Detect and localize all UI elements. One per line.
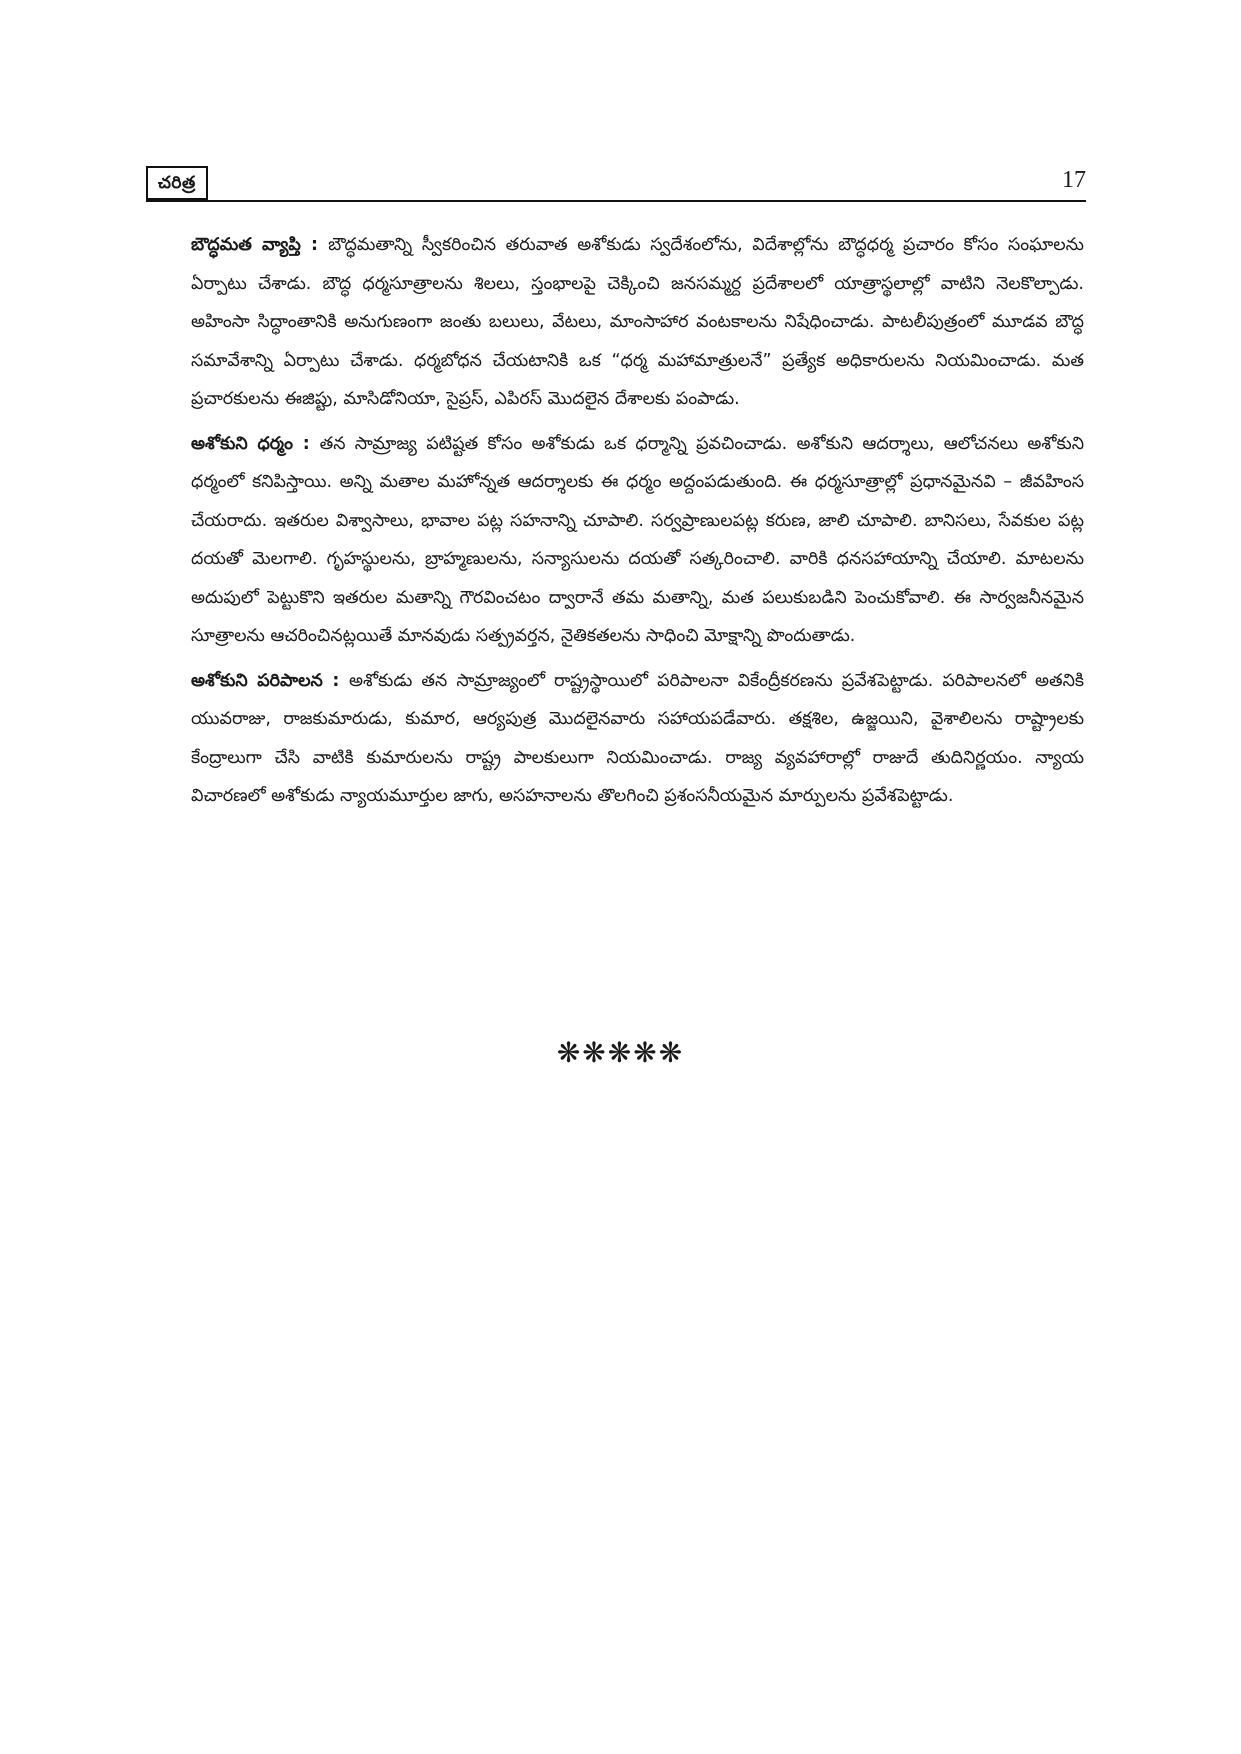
page-header: [146, 166, 1086, 202]
paragraph-text: బౌద్ధమతాన్ని స్వీకరించిన తరువాత అశోకుడు స్వదేశంలోను, విదేశాల్లోను బౌద్ధధర్మ ప్రచారం కోసం సంఘాలను ఏర్పాటు చేశాడు. బౌద్ధ ధర్మసూత్రాలను శిలలు, స్తంభాలపై చెక్కించి జనసమ్మర్ద ప్రదేశాలలో యాత్రాస్థలాల్లో వాటిని నెలకొల్పాడు. అహింసా సిద్ధాంతానికి అనుగుణంగా జంతు బలులు, వేటలు, మాంసాహార వంటకాలను నిషేధించాడు. పాటలీపుత్రంలో మూడవ బౌద్ధ సమావేశాన్ని ఏర్పాటు చేశాడు. ధర్మబోధన చేయటానికి ఒక “ధర్మ మహామాత్రులనే” ప్రత్యేక అధికారులను నియమించాడు. మత ప్రచారకులను ఈజిప్టు, మాసిడోనియా, సైప్రస్, ఎపిరస్ మొదలైన దేశాలకు పంపాడు.: [191, 235, 1084, 409]
paragraph-heading: అశోకుని ధర్మం :: [191, 433, 320, 454]
paragraph-heading: బౌద్ధమత వ్యాప్తి :: [191, 235, 329, 255]
section-divider: ❋❋❋❋❋: [556, 1036, 685, 1069]
paragraph-text: తన సామ్రాజ్య పటిష్టత కోసం అశోకుడు ఒక ధర్మాన్ని ప్రవచించాడు. అశోకుని ఆదర్శాలు, ఆలోచనలు అశోకుని ధర్మంలో కనిపిస్తాయి. అన్ని మతాల మహోన్నత ఆదర్శాలకు ఈ ధర్మం అద్దంపడుతుంది. ఈ ధర్మసూత్రాల్లో ప్రధానమైనవి – జీవహింస చేయరాదు. ఇతరుల విశ్వాసాలు, భావాల పట్ల సహనాన్ని చూపాలి. సర్వప్రాణులపట్ల కరుణ, జాలి చూపాలి. బానిసలు, సేవకుల పట్ల దయతో మెలగాలి. గృహస్థులను, బ్రాహ్మణులను, సన్యాసులను దయతో సత్కరించాలి. వారికి ధనసహాయాన్ని చేయాలి. మాటలను అదుపులో పెట్టుకొని ఇతరుల మతాన్ని గౌరవించటం ద్వారానే తమ మతాన్ని, మత పలుకుబడిని పెంచుకోవాలి. ఈ సార్వజనీనమైన సూత్రాలను ఆచరించినట్లయితే మానవుడు సత్ప్రవర్తన, నైతికతలను సాధించి మోక్షాన్ని పొందుతాడు.: [191, 433, 1084, 646]
paragraph-ashoka-dharma: [191, 425, 1084, 656]
paragraph-heading: అశోకుని పరిపాలన :: [191, 670, 349, 691]
paragraph-text: అశోకుడు తన సామ్రాజ్యంలో రాష్ట్రస్థాయిలో పరిపాలనా వికేంద్రీకరణను ప్రవేశపెట్టాడు. పరిపాలనలో అతనికి యువరాజు, రాజకుమారుడు, కుమార, ఆర్యపుత్ర మొదలైనవారు సహాయపడేవారు. తక్షశిల, ఉజ్జయిని, వైశాలిలను రాష్ట్రాలకు కేంద్రాలుగా చేసి వాటికి కుమారులను రాష్ట్ర పాలకులుగా నియమించాడు. రాజ్య వ్యవహారాల్లో రాజుదే తుదినిర్ణయం. న్యాయ విచారణలో అశోకుడు న్యాయమూర్తుల జాగు, అసహనాలను తొలగించి ప్రశంసనీయమైన మార్పులను ప్రవేశపెట్టాడు.: [191, 670, 1084, 806]
header-rule: [146, 200, 1086, 202]
page-body: [191, 226, 1084, 822]
paragraph-buddhism-spread: [191, 226, 1084, 419]
page-number: 17: [1062, 167, 1086, 193]
section-tag: చరిత్ర: [146, 166, 208, 200]
paragraph-ashoka-administration: [191, 662, 1084, 816]
